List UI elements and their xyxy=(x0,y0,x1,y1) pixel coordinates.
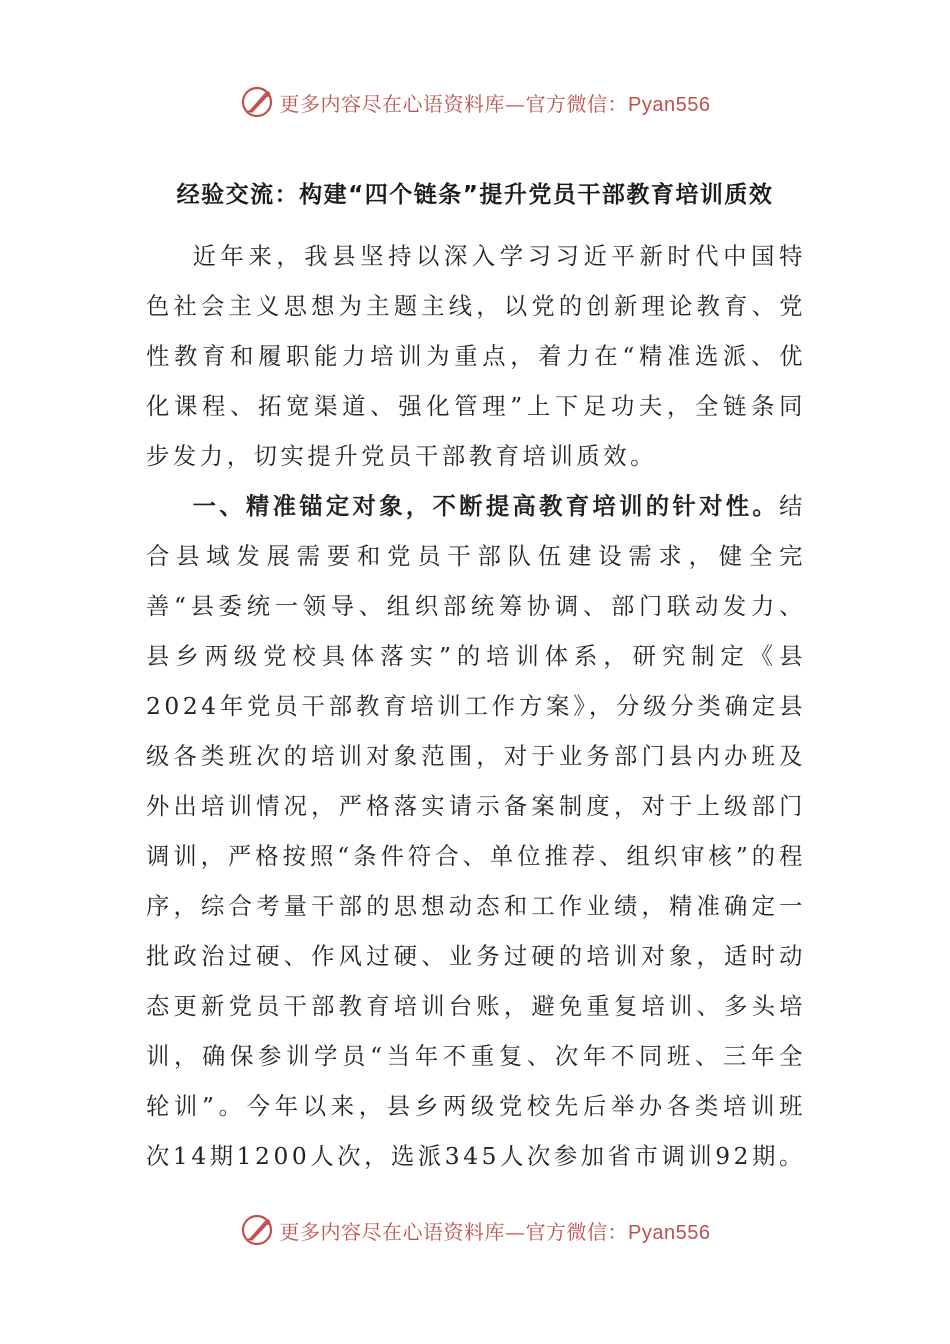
wechat-id: Pyan556 xyxy=(628,1221,711,1244)
paragraph-body: 结合县域发展需要和党员干部队伍建设需求，健全完善“县委统一领导、组织部统筹协调、部门联动发力、县乡两级党校具体落实”的培训体系，研究制定《县2024年党员干部教育培训工作方案》，分级分类确定县级各类班次的培训对象范围，对于业务部门县内办班及外出培训情况，严格落实请示备案制度，对于上级部门调训，严格按照“条件符合、单位推荐、组织审核”的程序，综合考量干部的思想动态和工作业绩，精准确定一批政治过硬、作风过硬、业务过硬的培训对象，适时动态更新党员干部教育培训台账，避免重复培训、多头培训，确保参训学员“当年不重复、次年不同班、三年全轮训”。今年以来，县乡两级党校先后举办各类培训班次14期1200人次，选派345人次参加省市调训92期。 xyxy=(146,493,806,1170)
watermark-banner-bottom xyxy=(0,1210,950,1250)
quill-pen-logo-icon xyxy=(240,1213,274,1247)
paragraph-intro xyxy=(146,232,806,482)
section-heading: 一、精准锚定对象，不断提高教育培训的针对性。 xyxy=(192,493,780,520)
watermark-text: 更多内容尽在心语资料库—官方微信：Pyan556 xyxy=(279,91,711,116)
paragraph-section-1 xyxy=(146,482,806,1182)
document-body xyxy=(146,232,806,1182)
watermark-text: 更多内容尽在心语资料库—官方微信：Pyan556 xyxy=(279,1219,711,1244)
quill-pen-logo-icon xyxy=(240,85,274,119)
watermark-banner-top xyxy=(0,82,950,122)
document-title: 经验交流：构建“四个链条”提升党员干部教育培训质效 xyxy=(176,182,774,208)
paragraph-body: 近年来，我县坚持以深入学习习近平新时代中国特色社会主义思想为主题主线，以党的创新理论教育、党性教育和履职能力培训为重点，着力在“精准选派、优化课程、拓宽渠道、强化管理”上下足功夫，全链条同步发力，切实提升党员干部教育培训质效。 xyxy=(146,243,806,470)
wechat-id: Pyan556 xyxy=(628,93,711,116)
